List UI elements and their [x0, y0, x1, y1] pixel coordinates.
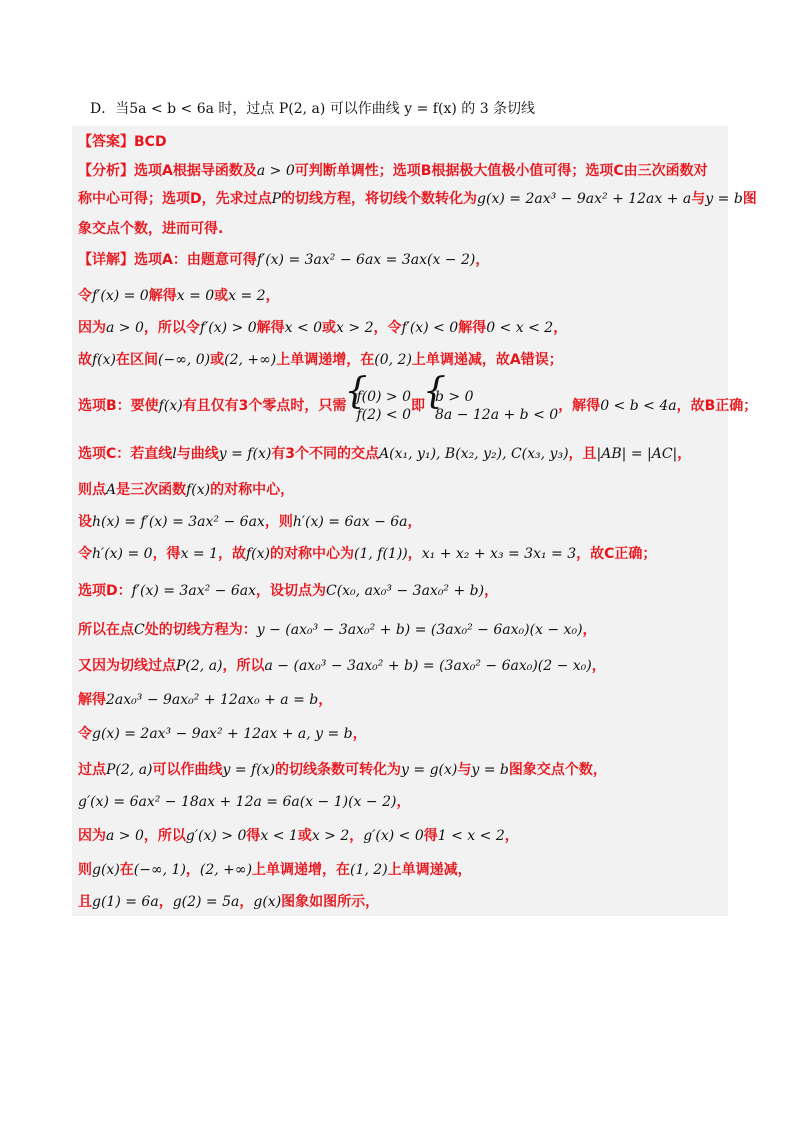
math-expression: (1, 2): [350, 862, 388, 878]
text-run: 与曲线: [176, 446, 219, 462]
math-expression: A: [106, 482, 117, 498]
text-run: 解得: [256, 320, 285, 336]
text-run: 与: [691, 191, 706, 207]
detail-line-19: [78, 892, 379, 912]
text-run: 象交点个数，进而可得.: [78, 221, 224, 237]
system-fb: [346, 388, 411, 424]
text-run: ，: [484, 583, 499, 599]
text-run: ，: [318, 692, 333, 708]
text-run: ，: [239, 894, 254, 910]
text-run: ，故B正确；: [676, 398, 758, 414]
text-run: 选项C：若直线: [78, 446, 173, 462]
text-run: 图象如图所示，: [281, 894, 380, 910]
math-expression: h(x) = f′(x) = 3ax² − 6ax: [92, 514, 265, 530]
text-run: ，: [185, 862, 200, 878]
detail-line-10: [78, 581, 498, 601]
detail-line-13: [78, 690, 332, 710]
text-run: 【分析】选项A根据导函数及: [78, 163, 257, 179]
math-expression: y = b: [705, 191, 743, 207]
text-run: 或: [210, 352, 225, 368]
text-run: 图象交点个数，: [508, 762, 607, 778]
text-run: ，所以: [222, 658, 265, 674]
math-expression: x < 0: [284, 320, 323, 336]
text-run: ，: [553, 320, 568, 336]
text-run: ，: [349, 828, 364, 844]
text-run: 且: [78, 894, 92, 910]
text-run: 则: [78, 862, 92, 878]
detail-line-8: [78, 512, 422, 532]
math-expression: x₁ + x₂ + x₃ = 3x₁ = 3: [421, 546, 577, 562]
text-run: 【答案】: [78, 134, 134, 150]
text-run: 称中心可得；选项D，先求过点: [78, 191, 272, 207]
text-run: ，: [396, 794, 411, 810]
text-run: 有3个不同的交点: [271, 446, 380, 462]
text-run: 的切线方程，将切线个数转化为: [281, 191, 478, 207]
text-run: 图: [742, 191, 757, 207]
text-run: ，故C正确；: [576, 546, 657, 562]
math-expression: h′(x) = 6ax − 6a: [292, 514, 408, 530]
math-expression: y = f(x): [222, 762, 276, 778]
math-expression: C: [134, 622, 145, 638]
text-run: ，所以: [143, 828, 186, 844]
text-run: 得: [423, 828, 438, 844]
analysis-line-3: [78, 219, 223, 239]
math-expression: (−∞, 1): [133, 862, 186, 878]
math-expression: x > 2: [336, 320, 374, 336]
math-expression: (0, 2): [374, 352, 412, 368]
system-ab: [425, 388, 558, 424]
detail-line-3: [78, 318, 567, 338]
detail-line-5: [78, 388, 757, 424]
text-run: 则点: [78, 482, 106, 498]
text-run: 与: [457, 762, 472, 778]
text-run: 上单调递增，在: [252, 862, 351, 878]
text-run: ，: [475, 252, 490, 268]
text-run: ，: [407, 514, 422, 530]
math-expression: P(2, a): [106, 762, 153, 778]
math-expression: (2, +∞): [224, 352, 277, 368]
text-run: 解得: [458, 320, 487, 336]
text-run: 的对称中心，: [210, 482, 295, 498]
math-expression: 0 < b < 4a: [600, 398, 677, 414]
text-run: 的对称中心为: [270, 546, 355, 562]
math-expression: y = f(x): [218, 446, 272, 462]
detail-line-17: [78, 826, 519, 846]
text-run: ，令: [373, 320, 402, 336]
text-run: ，: [591, 658, 606, 674]
text-run: 设: [78, 514, 92, 530]
math-expression: g′(x) > 0: [185, 828, 247, 844]
detail-line-6: [78, 444, 691, 464]
text-run: { b > 0: [435, 389, 474, 405]
text-run: 所以在点: [78, 622, 134, 638]
text-run: ，: [265, 288, 280, 304]
text-run: f(2) < 0: [356, 407, 411, 423]
text-run: ，且: [568, 446, 597, 462]
text-run: ，: [407, 546, 422, 562]
math-expression: A(x₁, y₁), B(x₂, y₂), C(x₃, y₃): [379, 446, 569, 462]
math-expression: (−∞, 0): [158, 352, 211, 368]
text-run: 即: [411, 398, 425, 414]
math-expression: g(1) = 6a: [92, 894, 159, 910]
text-run: ，: [352, 726, 367, 742]
text-run: 得: [246, 828, 261, 844]
text-run: 解得: [78, 692, 106, 708]
math-expression: P(2, a): [176, 658, 223, 674]
analysis-line-1: [78, 161, 708, 181]
detail-line-1: [78, 250, 489, 270]
text-run: 因为: [78, 320, 106, 336]
text-run: 8a − 12a + b < 0: [435, 407, 559, 423]
text-run: 可判断单调性；选项B根据极大值极小值可得；选项C由三次函数对: [294, 163, 708, 179]
text-run: ，故: [218, 546, 246, 562]
math-expression: a > 0: [106, 828, 144, 844]
detail-line-18: [78, 860, 472, 880]
math-expression: g′(x) < 0: [363, 828, 424, 844]
math-expression: y − (ax₀³ − 3ax₀² + b) = (3ax₀² − 6ax₀)(x − x₀): [256, 622, 583, 638]
analysis-line-2: [78, 189, 757, 209]
text-run: 因为: [78, 828, 106, 844]
math-expression: l: [172, 446, 177, 462]
answer-value: BCD: [134, 134, 167, 150]
math-expression: (2, +∞): [199, 862, 253, 878]
text-run: { f(0) > 0: [356, 389, 411, 405]
math-expression: x > 2: [311, 828, 350, 844]
math-expression: f(x): [246, 546, 271, 562]
math-expression: f′(x) = 3ax² − 6ax: [131, 583, 256, 599]
math-expression: x = 1: [180, 546, 218, 562]
text-run: 可以作曲线: [152, 762, 223, 778]
text-run: ，得: [152, 546, 181, 562]
text-run: 【详解】选项A：由题意可得: [78, 252, 257, 268]
math-expression: y = b: [471, 762, 509, 778]
math-expression: (1, f(1)): [354, 546, 408, 562]
text-run: ，: [504, 828, 519, 844]
math-expression: g′(x) = 6ax² − 18ax + 12a = 6a(x − 1)(x − 2): [78, 794, 397, 810]
text-run: ，解得: [558, 398, 601, 414]
text-run: ，所以令: [143, 320, 200, 336]
math-expression: a > 0: [256, 163, 295, 179]
text-run: 上单调递减，故A错误；: [411, 352, 563, 368]
math-expression: f′(x) > 0: [199, 320, 257, 336]
text-run: 选项D：: [78, 583, 132, 599]
text-run: ，则: [264, 514, 293, 530]
math-expression: P: [271, 191, 282, 207]
math-expression: f′(x) = 0: [92, 288, 149, 304]
math-expression: g(x) = 2ax³ − 9ax² + 12ax + a: [477, 191, 692, 207]
detail-line-7: [78, 480, 294, 500]
text-run: 又因为切线过点: [78, 658, 176, 674]
math-expression: g(x) = 2ax³ − 9ax² + 12ax + a, y = b: [92, 726, 353, 742]
detail-line-9: [78, 544, 656, 564]
math-expression: a − (ax₀³ − 3ax₀² + b) = (3ax₀² − 6ax₀)(2 − x₀): [264, 658, 592, 674]
text-run: 是三次函数: [116, 482, 187, 498]
text-run: 处的切线方程为：: [144, 622, 257, 638]
math-expression: g(x): [92, 862, 120, 878]
text-run: 上单调递减，: [387, 862, 472, 878]
text-run: ，: [582, 622, 597, 638]
detail-line-2: [78, 286, 280, 306]
text-run: 解得: [148, 288, 177, 304]
text-run: 在: [119, 862, 134, 878]
math-expression: 1 < x < 2: [437, 828, 505, 844]
solution-box: [72, 126, 758, 916]
text-run: 令: [78, 726, 92, 742]
math-expression: x < 1: [260, 828, 298, 844]
math-expression: g(2) = 5a: [172, 894, 240, 910]
text-run: 有且仅有3个零点时，只需: [182, 398, 347, 414]
math-expression: |AB| = |AC|: [596, 446, 678, 462]
detail-line-15: [78, 760, 607, 780]
math-expression: f(x): [186, 482, 211, 498]
text-run: 令: [78, 546, 92, 562]
math-expression: g(x): [253, 894, 282, 910]
text-run: 过点: [78, 762, 106, 778]
math-expression: 2ax₀³ − 9ax₀² + 12ax₀ + a = b: [106, 692, 319, 708]
math-expression: y = g(x): [401, 762, 458, 778]
text-run: 或: [297, 828, 312, 844]
answer-line: [78, 132, 167, 152]
detail-line-12: [78, 656, 606, 676]
text-run: 在区间: [116, 352, 159, 368]
option-d: D．当5a < b < 6a 时，过点 P(2, a) 可以作曲线 y = f(x) 的 3 条切线: [90, 101, 536, 117]
detail-line-11: [78, 620, 597, 640]
math-expression: f(x): [158, 398, 183, 414]
math-expression: 0 < x < 2: [486, 320, 554, 336]
text-run: 故: [78, 352, 92, 368]
detail-line-4: [78, 350, 563, 370]
math-expression: x = 2: [228, 288, 266, 304]
text-run: 或: [214, 288, 229, 304]
math-expression: h′(x) = 0: [92, 546, 153, 562]
text-run: 选项B：要使: [78, 398, 159, 414]
math-expression: x = 0: [176, 288, 215, 304]
text-run: ，: [677, 446, 692, 462]
text-run: ，设切点为: [255, 583, 326, 599]
text-run: 上单调递增，在: [276, 352, 375, 368]
math-expression: C(x₀, ax₀³ − 3ax₀² + b): [325, 583, 485, 599]
math-expression: f′(x) = 3ax² − 6ax = 3ax(x − 2): [256, 252, 476, 268]
math-expression: f(x): [92, 352, 117, 368]
text-run: 的切线条数可转化为: [275, 762, 402, 778]
math-expression: a > 0: [106, 320, 144, 336]
text-run: 令: [78, 288, 92, 304]
detail-line-14: [78, 724, 367, 744]
math-expression: f′(x) < 0: [401, 320, 459, 336]
detail-line-16: [78, 792, 410, 812]
text-run: ，: [158, 894, 173, 910]
text-run: 或: [322, 320, 337, 336]
